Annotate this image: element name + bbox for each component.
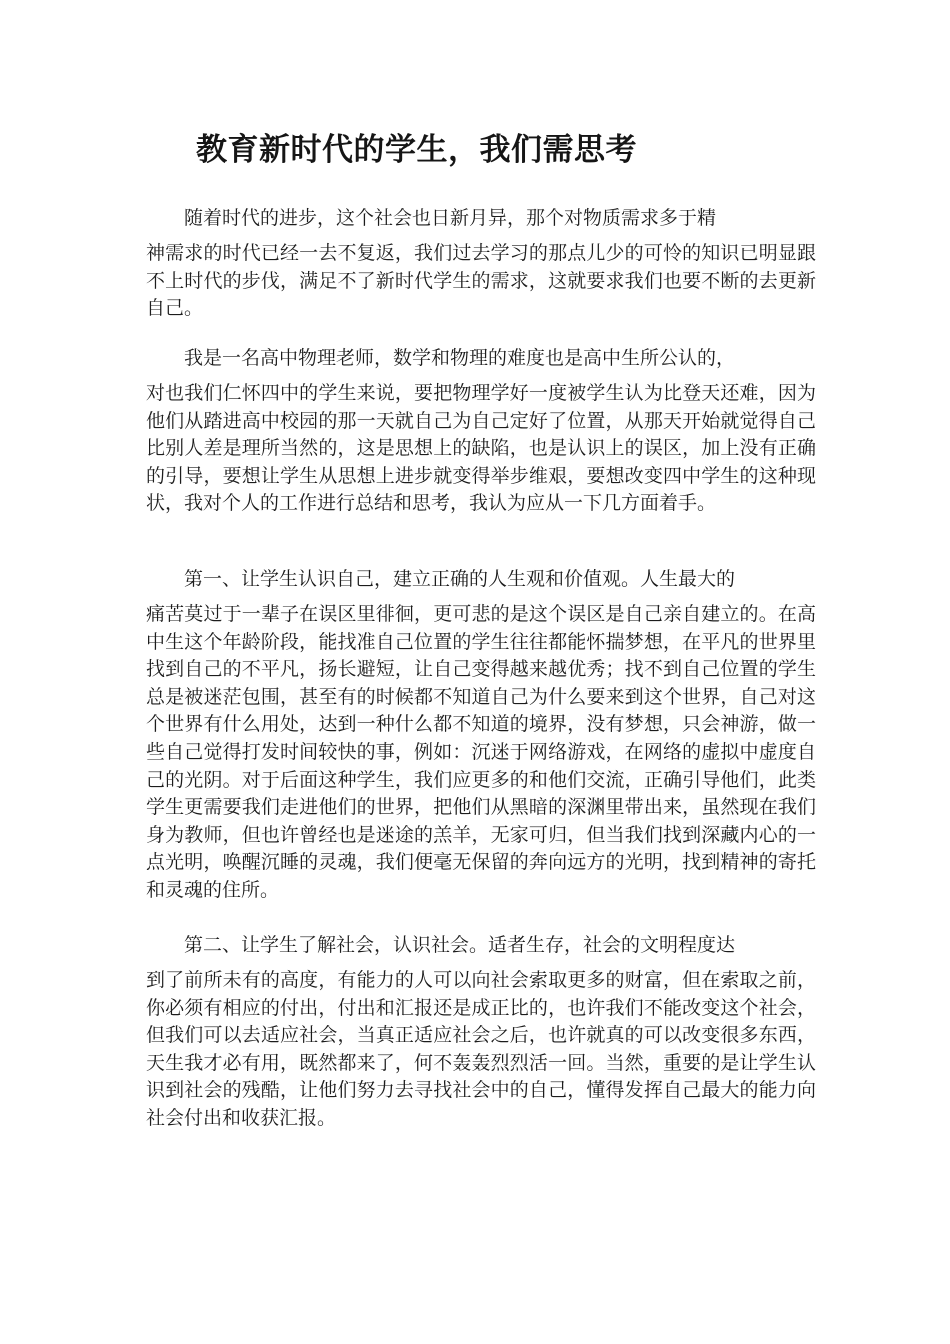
paragraph-teacher <box>146 342 816 518</box>
paragraph-point-two <box>146 929 816 1133</box>
paragraph-point-one <box>146 563 816 905</box>
paragraph-body: 神需求的时代已经一去不复返，我们过去学习的那点儿少的可怜的知识已明显跟不上时代的步伐，满足不了新时代学生的需求，这就要求我们也要不断的去更新自己。 <box>146 242 816 320</box>
paragraph-first-line: 第二、让学生了解社会，认识社会。适者生存，社会的文明程度达 <box>184 934 736 956</box>
paragraph-first-line: 我是一名高中物理老师，数学和物理的难度也是高中生所公认的， <box>184 347 736 369</box>
paragraph-first-line: 随着时代的进步，这个社会也日新月异，那个对物质需求多于精 <box>184 207 717 229</box>
paragraph-intro <box>146 202 816 323</box>
paragraph-body: 痛苦莫过于一辈子在误区里徘徊，更可悲的是这个误区是自己亲自建立的。在高中生这个年龄阶段，能找准自己位置的学生往往都能怀揣梦想，在平凡的世界里找到自己的不平凡，扬长避短，让自己变得越来越优秀；找不到自己位置的学生总是被迷茫包围，甚至有的时候都不知道自己为什么要来到这个世界，自己对这个世界有什么用处，达到一种什么都不知道的境界，没有梦想，只会神游，做一些自己觉得打发时间较快的事，例如：沉迷于网络游戏，在网络的虚拟中虚度自己的光阴。对于后面这种学生，我们应更多的和他们交流，正确引导他们，此类学生更需要我们走进他们的世界，把他们从黑暗的深渊里带出来，虽然现在我们身为教师，但也许曾经也是迷途的羔羊，无家可归，但当我们找到深藏内心的一点光明，唤醒沉睡的灵魂，我们便毫无保留的奔向远方的光明，找到精神的寄托和灵魂的住所。 <box>146 603 816 901</box>
paragraph-body: 对也我们仁怀四中的学生来说，要把物理学好一度被学生认为比登天还难，因为他们从踏进高中校园的那一天就自己为自己定好了位置，从那天开始就觉得自己比别人差是理所当然的，这是思想上的缺陷，也是认识上的误区，加上没有正确的引导，要想让学生从思想上进步就变得举步维艰，要想改变四中学生的这种现状，我对个人的工作进行总结和思考，我认为应从一下几方面着手。 <box>146 382 816 515</box>
paragraph-first-line: 第一、让学生认识自己，建立正确的人生观和价值观。人生最大的 <box>184 568 736 590</box>
paragraph-body: 到了前所未有的高度，有能力的人可以向社会索取更多的财富，但在索取之前，你必须有相应的付出，付出和汇报还是成正比的，也许我们不能改变这个社会，但我们可以去适应社会，当真正适应社会之后，也许就真的可以改变很多东西，天生我才必有用，既然都来了，何不轰轰烈烈活一回。当然，重要的是让学生认识到社会的残酷，让他们努力去寻找社会中的自己，懂得发挥自己最大的能力向社会付出和收获汇报。 <box>146 969 816 1129</box>
document-title: 教育新时代的学生，我们需思考 <box>196 132 637 168</box>
